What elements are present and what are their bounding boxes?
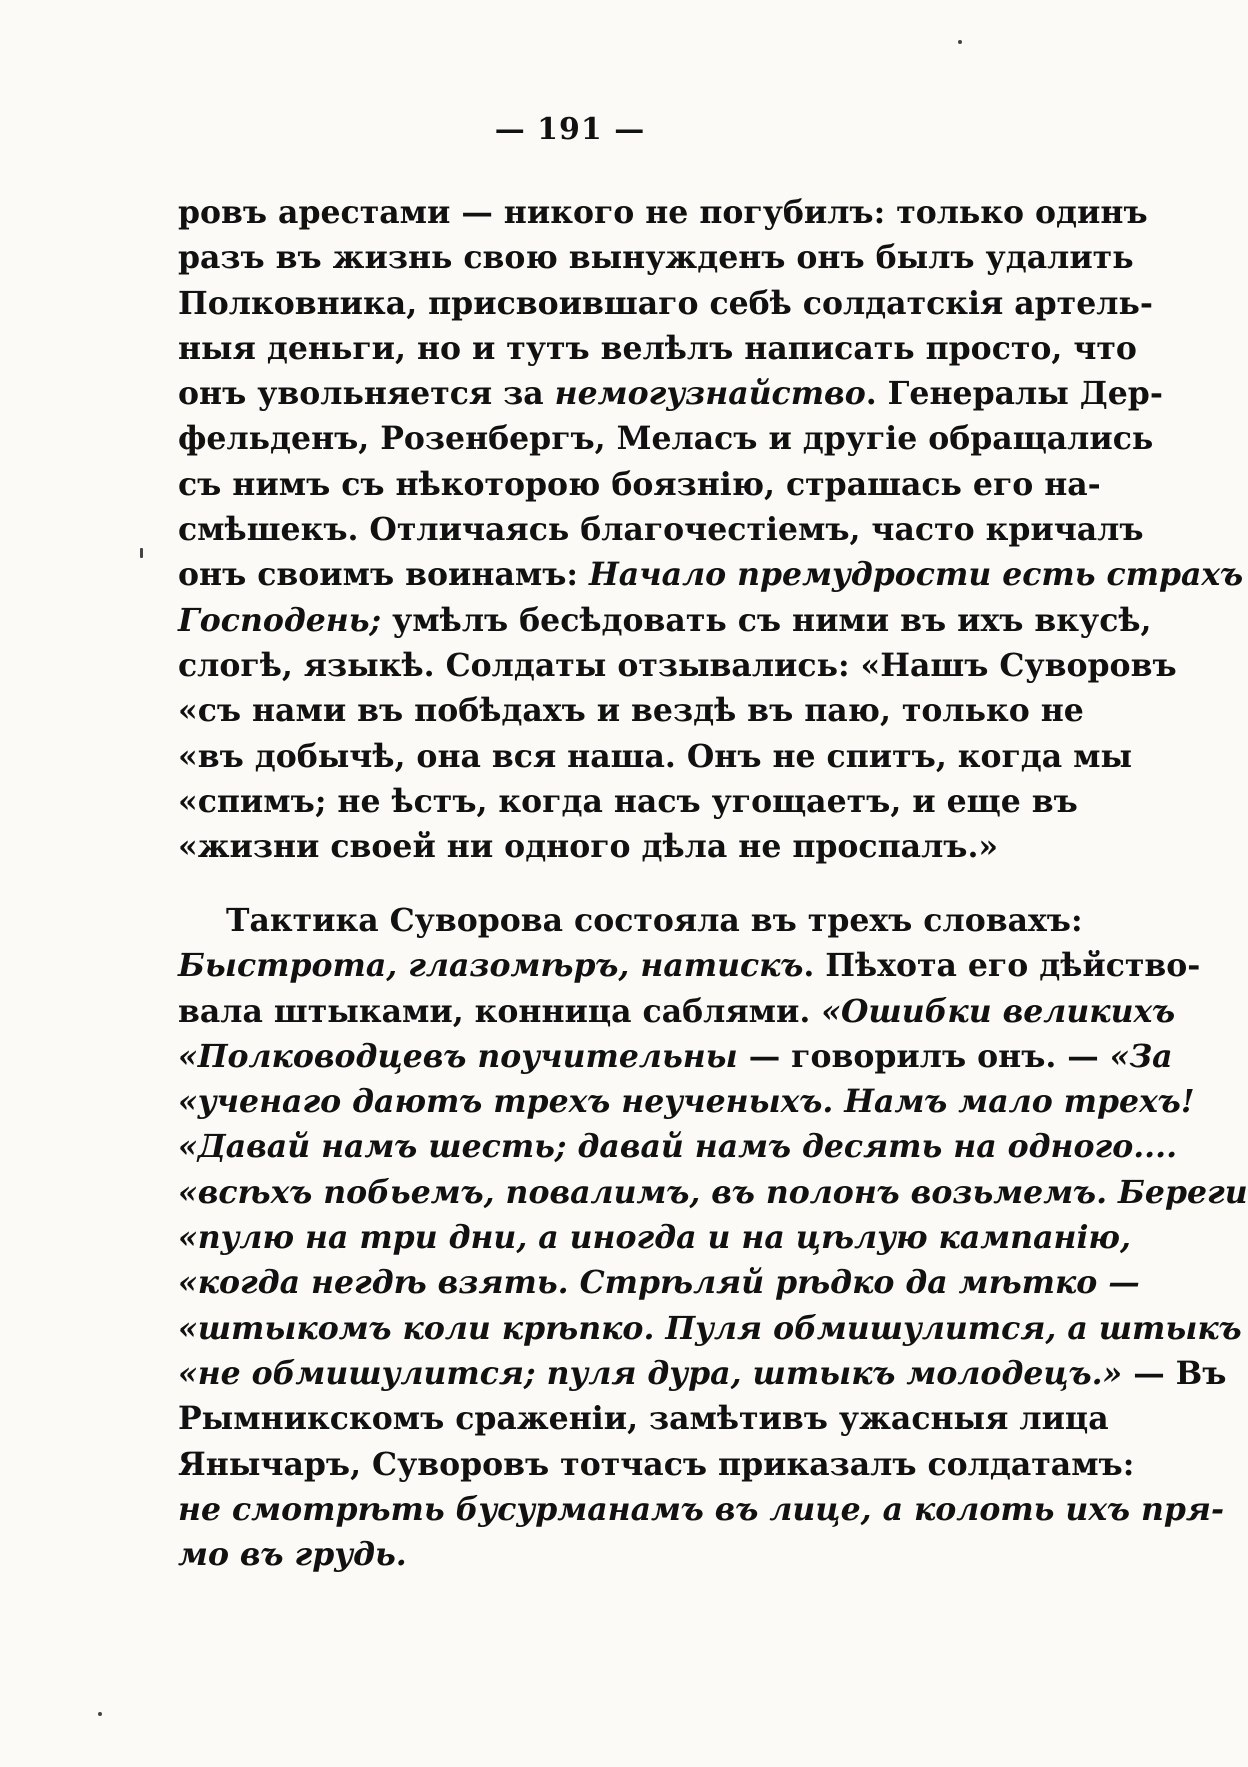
text-segment: . Пѣхота его дѣйство- <box>803 947 1201 985</box>
italic-text-segment: не смотрѣть бусурманамъ въ лице, а колоть ихъ пря- <box>178 1490 1225 1528</box>
text-segment: вала штыками, конница саблями. <box>178 992 822 1030</box>
text-line <box>178 989 1176 1034</box>
italic-text-segment: «когда негдѣ взять. Стрѣляй рѣдко да мѣтко — <box>178 1264 1140 1302</box>
text-segment: разъ въ жизнь свою вынужденъ онъ былъ удалить <box>178 239 1134 277</box>
italic-text-segment: «За <box>1109 1037 1173 1075</box>
italic-text-segment: «Полководцевъ поучительны <box>178 1037 738 1075</box>
text-segment: смѣшекъ. Отличаясь благочестіемъ, часто кричалъ <box>178 511 1144 549</box>
text-line <box>178 643 1177 688</box>
text-segment: — Въ <box>1122 1354 1227 1392</box>
text-line <box>178 1487 1225 1532</box>
italic-text-segment: Начало премудрости есть страхъ <box>588 556 1244 594</box>
text-line <box>178 507 1144 552</box>
page-number: — 191 — <box>494 112 646 147</box>
text-segment: ровъ арестами — никого не погубилъ: только одинъ <box>178 194 1148 231</box>
text-segment: слогѣ, языкѣ. Солдаты отзывались: «Нашъ Суворовъ <box>178 646 1177 684</box>
text-line <box>178 898 1083 943</box>
italic-text-segment: Быстрота, глазомѣръ, натискъ <box>178 947 804 985</box>
print-speck <box>958 40 962 44</box>
text-segment: фельденъ, Розенбергъ, Меласъ и другіе обращались <box>178 420 1154 458</box>
text-segment: «жизни своей ни одного дѣла не проспалъ.» <box>178 828 999 866</box>
italic-text-segment: немогузнайство <box>554 375 866 413</box>
text-segment: Полковника, присвоившаго себѣ солдатскія артель- <box>178 284 1153 322</box>
italic-text-segment: Господень; <box>178 601 382 639</box>
text-segment: Тактика Суворова состояла въ трехъ словахъ: <box>226 902 1083 939</box>
italic-text-segment: «штыкомъ коли крѣпко. Пуля обмишулится, а штыкъ <box>178 1309 1242 1347</box>
text-segment: Янычаръ, Суворовъ тотчасъ приказалъ солдатамъ: <box>178 1445 1135 1483</box>
text-line <box>178 1124 1178 1169</box>
text-line <box>178 462 1101 507</box>
text-segment: «спимъ; не ѣстъ, когда насъ угощаетъ, и еще въ <box>178 782 1078 820</box>
text-line <box>178 190 1148 235</box>
text-line <box>178 552 1244 597</box>
text-segment: умѣлъ бесѣдовать съ ними въ ихъ вкусѣ, <box>381 601 1152 639</box>
text-line <box>178 1215 1131 1260</box>
italic-text-segment: «пулю на три дни, а иногда и на цѣлую кампанію, <box>178 1219 1131 1257</box>
text-segment: онъ своимъ воинамъ: <box>178 556 589 594</box>
text-segment: онъ увольняется за <box>178 375 555 413</box>
text-segment: Рымникскомъ сраженіи, замѣтивъ ужасныя лица <box>178 1400 1109 1438</box>
paragraph-2 <box>178 898 1248 1577</box>
text-line <box>178 943 1201 988</box>
text-line <box>178 281 1153 326</box>
text-line <box>178 1306 1242 1351</box>
text-segment: съ нимъ съ нѣкоторою боязнію, страшась его на- <box>178 465 1101 503</box>
text-line <box>178 235 1134 280</box>
italic-text-segment: мо въ грудь. <box>178 1536 407 1574</box>
text-line <box>178 688 1084 733</box>
text-line <box>178 371 1163 416</box>
text-line <box>178 1034 1173 1079</box>
italic-text-segment: «всѣхъ побьемъ, повалимъ, въ полонъ возьмемъ. Береги <box>178 1173 1248 1211</box>
text-line <box>178 1442 1135 1487</box>
print-speck <box>140 548 143 558</box>
text-line <box>178 824 999 869</box>
text-line <box>178 779 1078 824</box>
text-segment: — говорилъ онъ. — <box>737 1037 1110 1075</box>
text-segment: ныя деньги, но и тутъ велѣлъ написать просто, что <box>178 329 1137 367</box>
text-line <box>178 1260 1140 1305</box>
text-line <box>178 1396 1109 1441</box>
text-line <box>178 1351 1227 1396</box>
italic-text-segment: «Ошибки великихъ <box>821 992 1176 1030</box>
text-segment: . Генералы Дер- <box>865 375 1163 413</box>
italic-text-segment: «не обмишулится; пуля дура, штыкъ молодецъ.» <box>178 1354 1123 1392</box>
text-line <box>178 1170 1248 1215</box>
paragraph-1 <box>178 190 1244 869</box>
text-line <box>178 416 1154 461</box>
text-segment: «въ добычѣ, она вся наша. Онъ не спитъ, когда мы <box>178 737 1133 775</box>
italic-text-segment: «ученаго даютъ трехъ неученыхъ. Намъ мало трехъ! <box>178 1083 1195 1121</box>
text-line <box>178 1079 1195 1124</box>
italic-text-segment: «Давай намъ шесть; давай намъ десять на одного.... <box>178 1128 1178 1166</box>
text-line <box>178 326 1137 371</box>
text-line <box>178 734 1133 779</box>
text-line <box>178 1532 996 1577</box>
print-speck <box>98 1712 102 1716</box>
text-line <box>178 598 1152 643</box>
text-segment: «съ нами въ побѣдахъ и вездѣ въ паю, только не <box>178 692 1084 730</box>
